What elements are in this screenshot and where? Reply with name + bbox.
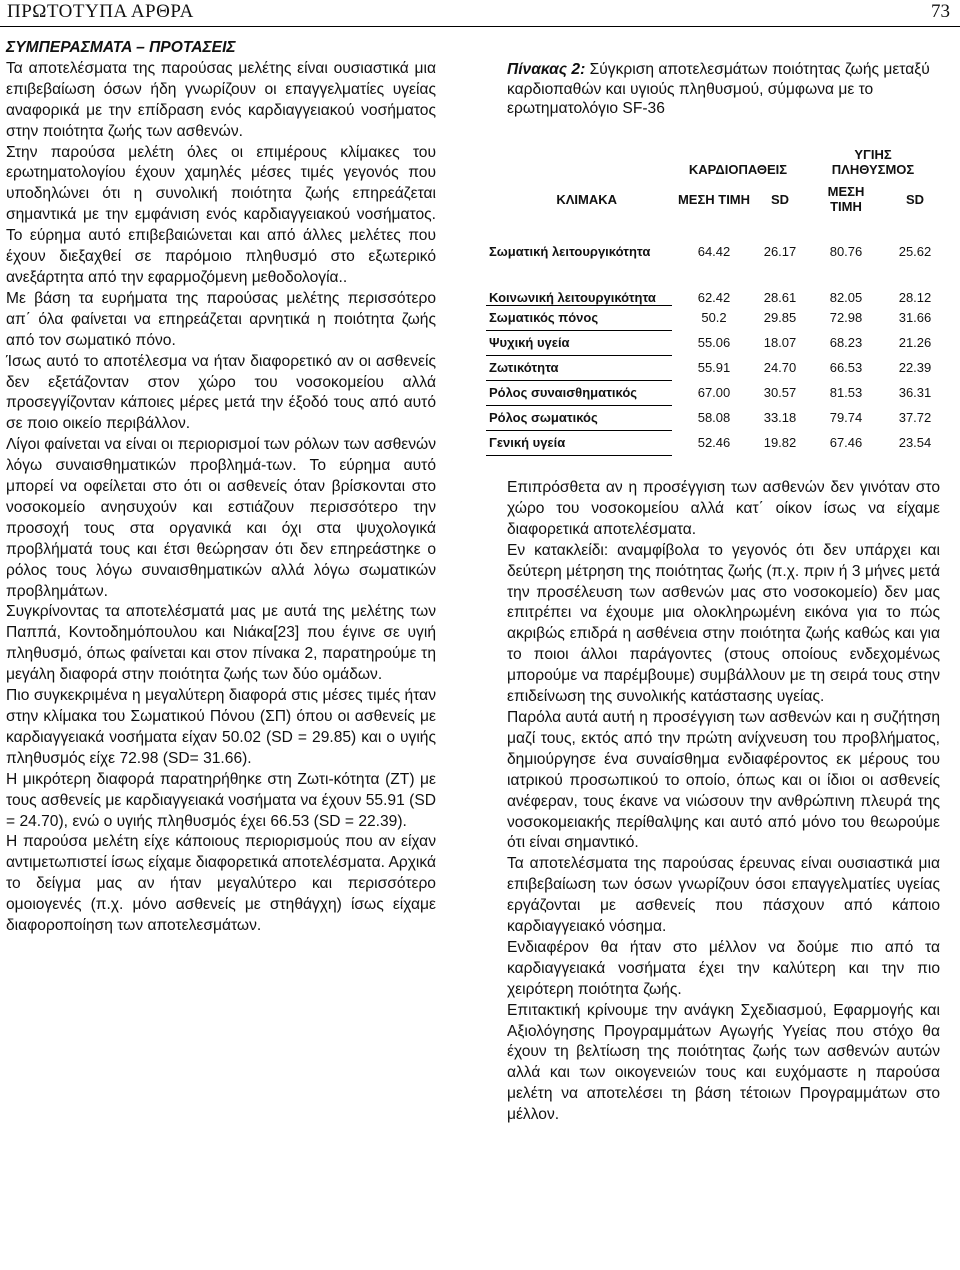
paragraph: Παρόλα αυτά αυτή η προσέγγιση των ασθενών και η συζήτηση μαζί τους, εκτός από την πρώτη ανίχνευση του προβλήματος, δημιούργησε ένα συναίσθημα ενδιαφέροντος εκ μέρους του ιατρικού προσωπικού το οποίο, όπως και οι ίδιοι οι ασθενείς ανέφεραν, τους έκανε να νιώσουν την ανθρώπινη πλευρά της νοσοκομειακής περίθαλψης και αυτό από μόνο του θεωρούμε ότι είναι σημαντικό.: [507, 708, 940, 852]
table-row: [486, 305, 942, 330]
cell-mean-patients: 62.42: [697, 290, 731, 305]
table-caption: [507, 60, 940, 119]
scale-header: ΚΛΙΜΑΚΑ: [556, 191, 617, 207]
table-row: [486, 405, 942, 430]
cell-sd-patients: 29.85: [763, 310, 797, 325]
table-row: [486, 330, 942, 355]
paragraph: Λίγοι φαίνεται να είναι οι περιορισμοί των ρόλων των ασθενών λόγω συναισθηματικών προβλημά-των. Το εύρημα αυτό μπορεί να οφείλεται στο ότι οι ασθενείς όταν βρίσκονται στο νοσοκομείο ανησυχούν και εστιάζουν περισσότερο την προσοχή τους στα οργανικά και όχι στα ψυχολογικά προβλήματά τους και έτσι θεώρησαν ότι δεν επηρεάστηκε ο ρόλος τους λόγω συναισθηματικών αλλά λόγω σωματικών προβλημάτων.: [6, 436, 436, 600]
cell-sd-patients: 33.18: [763, 410, 797, 425]
paragraph: Επιτακτική κρίνουμε την ανάγκη Σχεδιασμού, Εφαρμογής και Αξιολόγησης Προγραμμάτων Αγωγής Υγείας που στόχο θα έχουν τη βελτίωση της ποιότητας ζωής των ασθενών αυτών αλλά και των οικογενειών τους και ευχόμαστε η παρούσα μελέτη να αποτελέσει τη βάση τέτοιων Προγραμμάτων στο μέλλον.: [507, 1001, 940, 1124]
cell-mean-healthy: 66.53: [829, 360, 863, 375]
page-number: 73: [931, 1, 950, 22]
mean-header-healthy: ΜΕΣΗ ΤΙΜΗ: [827, 184, 865, 214]
paragraph: Ίσως αυτό το αποτέλεσμα να ήταν διαφορετικό αν οι ασθενείς δεν εξετάζονταν στον χώρο του νοσοκομείου αλλά προσεγγίζονταν κάποιες μέρες μετά την έξοδό τους από αυτό σε ποιο οικείο περιβάλλον.: [6, 352, 436, 433]
row-label: Ζωτικότητα: [486, 355, 672, 380]
cell-mean-healthy: 80.76: [829, 244, 863, 259]
sd-header-patients: SD: [770, 191, 790, 207]
paragraph: Τα αποτελέσματα της παρούσας έρευνας είναι ουσιαστικά μια επιβεβαίωση των όσων γνωρίζουν όσοι επαγγελματίες υγείας εργάζονται με ασθενείς που πάσχουν από κάποιο καρδιαγγειακό νόσημα.: [507, 855, 940, 936]
journal-section-label: ΠΡΩΤΟΤΥΠΑ ΑΡΘΡΑ: [7, 1, 194, 22]
mean-header-patients: ΜΕΣΗ ΤΙΜΗ: [677, 191, 751, 207]
cell-mean-patients: 58.08: [697, 410, 731, 425]
group-header-healthy: ΥΓΙΗΣ ΠΛΗΘΥΣΜΟΣ: [831, 147, 915, 177]
row-label: Σωματικός πόνος: [486, 305, 672, 330]
cell-mean-patients: 50.2: [701, 310, 727, 325]
cell-mean-patients: 55.06: [697, 335, 731, 350]
table-row: [486, 380, 942, 405]
cell-mean-healthy: 82.05: [829, 290, 863, 305]
cell-sd-healthy: 22.39: [898, 360, 932, 375]
paragraph: Πιο συγκεκριμένα η μεγαλύτερη διαφορά στις μέσες τιμές ήταν στην κλίμακα του Σωματικού Πόνου (ΣΠ) όπου οι ασθενείς με καρδιαγγειακά νοσήματα είχαν 50.02 (SD = 29.85) και ο υγιής πληθυσμός είχε 72.98 (SD= 31.66).: [6, 687, 436, 767]
cell-mean-healthy: 68.23: [829, 335, 863, 350]
cell-sd-patients: 30.57: [763, 385, 797, 400]
cell-sd-healthy: 25.62: [898, 244, 932, 259]
paragraph: Εν κατακλείδι: αναμφίβολα το γεγονός ότι δεν υπάρχει και δεύτερη μέτρηση της ποιότητας ζωής (π.χ. πριν ή 3 μήνες μετά την προσέλευση των ασθενών μας στο νοσοκομείο) δεν μας επιτρέπει να έχουμε μια ολοκληρωμένη εικόνα για το πώς ακριβώς επιδρά η ασθένεια στην ποιότητα ζωής καθώς και για το ποιοι άλλοι παράγοντες (στους οποίους ενδεχομένως μπορούμε να παρέμβουμε) συμβάλλουν με τη σειρά τους στην επιδείνωση της συνολικής κατάστασης υγείας.: [507, 541, 940, 706]
table-row: [486, 430, 942, 455]
paragraph: Στην παρούσα μελέτη όλες οι επιμέρους κλίμακες του ερωτηματολογίου έχουν χαμηλές μέσες τιμές γεγονός που υποδηλώνει ότι η συνολική ποιότητα ζωής επηρεάζεται σημαντικά με την εμφάνιση ενός καρδιαγγειακού νοσήματος. Το εύρημα αυτό επιβεβαιώνεται και από άλλες μελέτες που έχουν διεξαχθεί σε παρόμοιο πληθυσμό στο εξωτερικό ανεξάρτητα από την εφαρμοζόμενη μεθοδολογία..: [6, 143, 436, 286]
cell-sd-healthy: 31.66: [898, 310, 932, 325]
paragraph: Η παρούσα μελέτη είχε κάποιους περιορισμούς που αν είχαν αντιμετωπιστεί ίσως είχαμε διαφορετικά αποτελέσματα. Αρχικά το δείγμα μας αν ήταν μεγαλύτερο και περισσότερο ομοιογενές (π.χ. μόνο ασθενείς με στηθάγχη) ίσως είχαμε διαφοροποίηση των αποτελεσμάτων.: [6, 833, 436, 935]
cell-mean-healthy: 81.53: [829, 385, 863, 400]
cell-mean-healthy: 79.74: [829, 410, 863, 425]
sd-header-healthy: SD: [905, 191, 925, 207]
cell-mean-patients: 64.42: [697, 244, 731, 259]
cell-sd-patients: 18.07: [763, 335, 797, 350]
right-column: [507, 478, 940, 1126]
cell-sd-patients: 24.70: [763, 360, 797, 375]
paragraph: Με βάση τα ευρήματα της παρούσας μελέτης περισσότερο απ΄ όλα φαίνεται να επηρεάζεται αρνητικά η ποιότητα ζωής από τον σωματικό πόνο.: [6, 289, 436, 349]
paragraph: Συγκρίνοντας τα αποτελέσματά μας με αυτά της μελέτης των Παππά, Κοντοδημόπουλου και Νιάκα[23] που έγινε σε υγιή πληθυσμό, όπως φαίνεται και στον πίνακα 2, παρατηρούμε τη μεγάλη διαφορά στην ποιότητα ζωής των δύο ομάδων.: [6, 603, 436, 684]
page-header: [0, 0, 960, 27]
cell-sd-healthy: 23.54: [898, 435, 932, 450]
paragraph: Τα αποτελέσματα της παρούσας μελέτης είναι ουσιαστικά μια επιβεβαίωση όσων ήδη γνωρίζουν οι επαγγελματίες υγείας αναφορικά με την επίδραση ενός καρδιαγγειακού νοσήματος στην ποιότητα ζωής των ασθενών.: [6, 59, 436, 140]
paragraph: Η μικρότερη διαφορά παρατηρήθηκε στη Ζωτι-κότητα (ΖΤ) με τους ασθενείς με καρδιαγγειακά νοσήματα να έχουν 55.91 (SD = 24.70), ενώ ο υγιής πληθυσμός έχει 66.53 (SD = 22.39).: [6, 770, 436, 830]
row-label: Σωματική λειτουργικότητα: [489, 244, 651, 259]
cell-sd-healthy: 21.26: [898, 335, 932, 350]
row-label: Κοινωνική λειτουργικότητα: [486, 259, 672, 305]
table-caption-text: Σύγκριση αποτελεσμάτων ποιότητας ζωής μεταξύ καρδιοπαθών και υγιούς πληθυσμού, σύμφωνα με το ερωτηματολόγιο SF-36: [507, 61, 930, 117]
cell-sd-patients: 26.17: [763, 244, 797, 259]
table-row: [486, 219, 942, 259]
row-label: Ψυχική υγεία: [486, 330, 672, 355]
cell-mean-patients: 67.00: [697, 385, 731, 400]
cell-mean-patients: 55.91: [697, 360, 731, 375]
cell-sd-healthy: 28.12: [898, 290, 932, 305]
cell-sd-patients: 19.82: [763, 435, 797, 450]
cell-mean-patients: 52.46: [697, 435, 731, 450]
group-header-patients: ΚΑΡΔΙΟΠΑΘΕΙΣ: [688, 162, 788, 177]
row-label: Ρόλος συναισθηματικός: [486, 380, 672, 405]
row-label: Γενική υγεία: [486, 430, 672, 455]
table-row: [486, 355, 942, 380]
left-column: [6, 38, 436, 937]
results-table: [486, 135, 942, 456]
section-title: ΣΥΜΠΕΡΑΣΜΑΤΑ – ΠΡΟΤΑΣΕΙΣ: [6, 39, 236, 56]
cell-mean-healthy: 67.46: [829, 435, 863, 450]
cell-sd-healthy: 37.72: [898, 410, 932, 425]
table-row: [486, 259, 942, 305]
cell-mean-healthy: 72.98: [829, 310, 863, 325]
cell-sd-patients: 28.61: [763, 290, 797, 305]
paragraph: Ενδιαφέρον θα ήταν στο μέλλον να δούμε πιο από τα καρδιαγγειακά νοσήματα έχει την καλύτερη και την πιο χειρότερη ποιότητα ζωής.: [507, 938, 940, 998]
table-caption-label: Πίνακας 2:: [507, 61, 586, 78]
cell-sd-healthy: 36.31: [898, 385, 932, 400]
paragraph: Επιπρόσθετα αν η προσέγγιση των ασθενών δεν γινόταν στο χώρο του νοσοκομείου αλλά κατ΄ οίκον ίσως να είχαμε διαφορετικά αποτελέσματα.: [507, 479, 940, 538]
row-label: Ρόλος σωματικός: [486, 405, 672, 430]
